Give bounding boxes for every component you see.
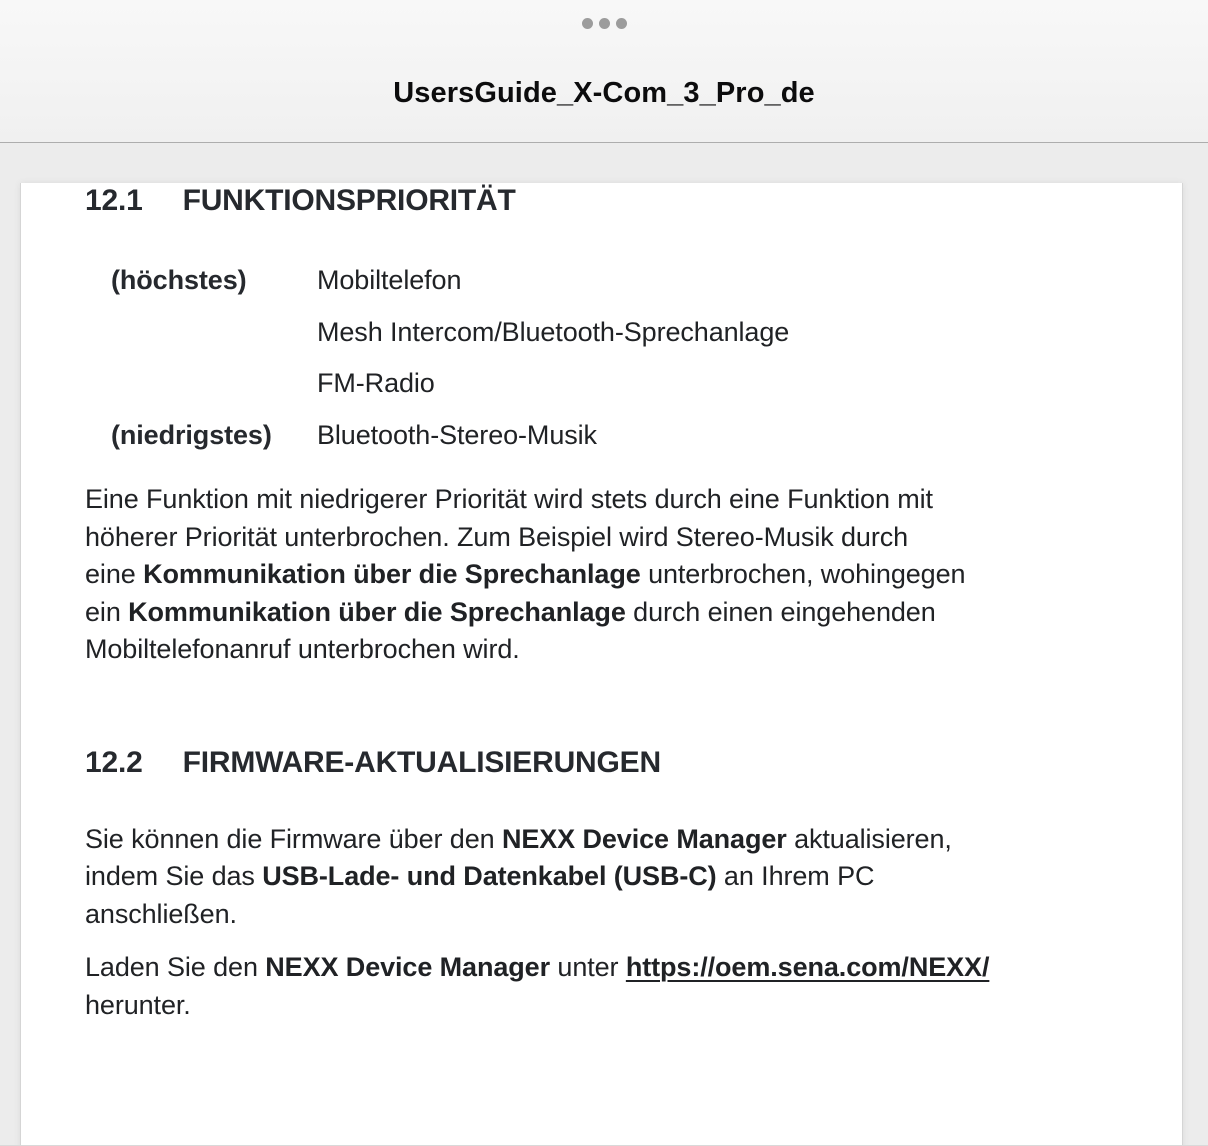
document-viewport[interactable] [0, 143, 1208, 1146]
text-segment: an Ihrem PC [716, 861, 875, 891]
section-heading-12-2 [85, 745, 1138, 781]
priority-label: (niedrigstes) [111, 419, 272, 450]
ellipsis-drag-handle-icon[interactable] [582, 17, 627, 29]
dot-icon [616, 18, 627, 29]
section-heading-12-1 [85, 183, 1138, 219]
text-segment: NEXX Device Manager [265, 952, 550, 982]
priority-list [85, 255, 1138, 461]
text-segment: aktualisieren, [786, 823, 952, 854]
pdf-page [20, 183, 1183, 1146]
priority-item: FM-Radio [317, 368, 435, 398]
text-segment: unterbrochen, wohingegen [640, 559, 966, 589]
text-segment: indem Sie das [85, 861, 263, 891]
text-segment: Sie können die Firmware über den [85, 823, 502, 854]
text-segment: Eine Funktion mit niedrigerer Priorität wird stets durch eine Funktion mit [85, 484, 933, 514]
document-title: UsersGuide_X-Com_3_Pro_de [393, 77, 815, 109]
text-segment: anschließen. [85, 898, 237, 929]
text-segment: eine [85, 559, 144, 589]
dot-icon [582, 18, 593, 29]
text-segment: höherer Priorität unterbrochen. Zum Beispiel wird Stereo-Musik durch [85, 521, 909, 552]
priority-row [85, 358, 1138, 410]
priority-row [85, 307, 1138, 359]
text-segment: Kommunikation über die Sprechanlage [143, 559, 641, 589]
priority-item: Bluetooth-Stereo-Musik [317, 419, 597, 450]
paragraph-download-link [85, 949, 1138, 1024]
text-segment: NEXX Device Manager [501, 823, 787, 854]
text-segment: ein [85, 596, 129, 627]
priority-label: (höchstes) [111, 265, 247, 295]
section-title: FUNKTIONSPRIORITÄT [182, 184, 516, 217]
priority-item: Mesh Intercom/Bluetooth-Sprechanlage [317, 316, 790, 347]
section-title: FIRMWARE-AKTUALISIERUNGEN [182, 745, 661, 779]
section-number: 12.2 [85, 745, 143, 779]
paragraph-firmware-update [85, 821, 1138, 934]
priority-item: Mobiltelefon [317, 265, 462, 295]
section-number: 12.1 [85, 184, 143, 217]
title-bar [0, 0, 1208, 143]
text-segment: Laden Sie den [85, 952, 266, 982]
priority-row [85, 255, 1138, 307]
text-segment: USB-Lade- und Datenkabel (USB-C) [262, 861, 717, 891]
section-funktionsprioritaet [85, 183, 1138, 669]
section-firmware-aktualisierungen [85, 745, 1138, 1025]
priority-row [85, 410, 1138, 462]
text-segment: Kommunikation über die Sprechanlage [128, 596, 626, 627]
priority-label [85, 358, 317, 410]
paragraph-priority-explanation [85, 481, 1138, 669]
dot-icon [599, 18, 610, 29]
download-url-link[interactable]: https://oem.sena.com/NEXX/ [625, 952, 990, 982]
priority-label [85, 307, 317, 359]
text-segment: unter [550, 952, 626, 982]
text-segment: Mobiltelefonanruf unterbrochen wird. [85, 634, 520, 664]
text-segment: durch einen eingehenden [625, 596, 936, 627]
text-segment: herunter. [85, 989, 191, 1020]
